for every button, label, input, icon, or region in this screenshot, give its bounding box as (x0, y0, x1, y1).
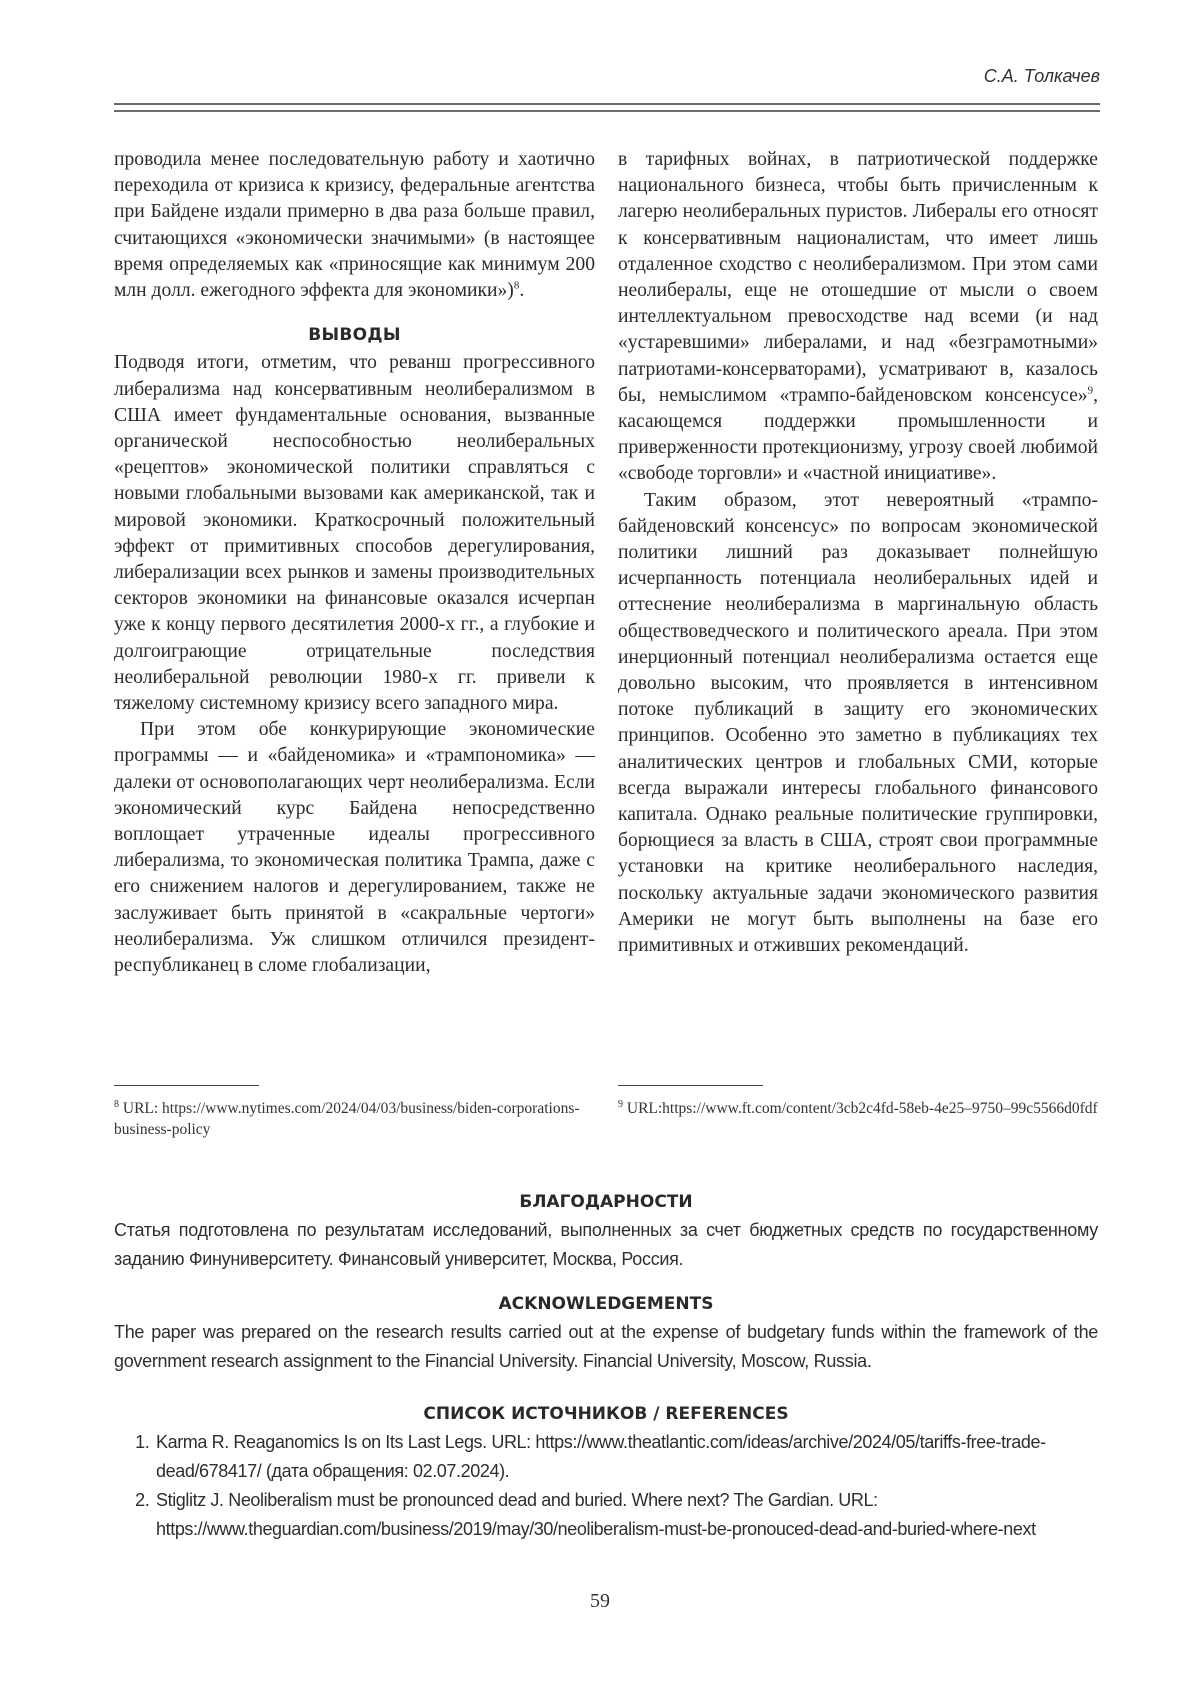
paragraph-text: проводила менее последовательную работу и хаотично переходила от кризиса к кризису, федеральные агентства при Байдене издали примерно в два раза больше правил, считающихся «экономически значимыми» (в настоящее время определяемых как «приносящие как минимум 200 млн долл. ежегодного эффекта для экономики») (114, 149, 595, 302)
running-head-author: С.А. Толкачев (983, 66, 1100, 86)
references-section (114, 1402, 1098, 1544)
footnote-9 (618, 1098, 1098, 1119)
footnote-url[interactable]: URL: https://www.nytimes.com/2024/04/03/business/biden-corporations-business-policy (114, 1100, 580, 1138)
right-column (618, 147, 1098, 959)
header-double-rule (114, 103, 1100, 112)
footnote-8 (114, 1098, 595, 1140)
acknowledgements-en-text: The paper was prepared on the research results carried out at the expense of budgetary funds within the framework of the government research assignment to the Financial University. Financial University, Moscow, Russia. (114, 1322, 1098, 1371)
acknowledgements-ru-heading: БЛАГОДАРНОСТИ (519, 1192, 693, 1212)
footnote-ref-8[interactable]: 8 (513, 279, 520, 292)
conclusions-paragraph-1: Подводя итоги, отметим, что реванш прогрессивного либерализма над консервативным неолиберализмом в США имеет фундаментальные основания, вызванные органической неспособностью неолиберальных «рецептов» экономической политики справляться с новыми глобальными вызовами как американской, так и мировой экономики. Краткосрочный положительный эффект от примитивных способов дерегулирования, либерализации всех рынков и замены производительных секторов экономики на финансовые оказался исчерпан уже к концу первого десятилетия 2000-х гг., а глубокие и долгоиграющие отрицательные последствия неолиберальной революции 1980-х гг. привели к тяжелому системному кризису всего западного мира. (114, 352, 595, 715)
acknowledgements-ru-section (114, 1190, 1098, 1274)
reference-item[interactable]: 1. Karma R. Reaganomics Is on Its Last Legs. URL: https://www.theatlantic.com/ideas/archive/2024/05/tariffs-free-trade-dead/678417/ (дата обращения: 02.07.2024). (154, 1428, 1098, 1486)
acknowledgements-ru-text: Статья подготовлена по результатам исследований, выполненных за счет бюджетных средств по государственному заданию Финуниверситету. Финансовый университет, Москва, Россия. (114, 1220, 1098, 1269)
left-column (114, 147, 595, 979)
section-title-conclusions: ВЫВОДЫ (308, 325, 401, 346)
page-number: 59 (590, 1590, 610, 1612)
references-list (114, 1428, 1098, 1544)
footnote-ref-9[interactable]: 9 (1087, 384, 1094, 397)
footnote-url[interactable]: URL:https://www.ft.com/content/3cb2c4fd-58eb-4e25–9750–99c5566d0fdf (626, 1100, 1098, 1117)
footnote-number: 8 (114, 1098, 119, 1110)
paragraph-text: в тарифных войнах, в патриотической поддержке национального бизнеса, чтобы быть причисленным к лагерю неолиберальных пуристов. Либералы его относят к консервативным националистам, что имеет лишь отдаленное сходство с неолиберализмом. При этом сами неолибералы, еще не отошедшие от мысли о своем интеллектуальном превосходстве над всеми (и над «устаревшими» либералами, и над «безграмотными» патриотами-консерваторами), усматривают в, казалось бы, немыслимом «трампо-байденовском консенсусе» (618, 149, 1098, 406)
paragraph-continued-left (114, 147, 595, 304)
footnote-number: 9 (618, 1098, 623, 1110)
paragraph-end: . (519, 280, 525, 302)
references-heading: СПИСОК ИСТОЧНИКОВ / REFERENCES (423, 1404, 789, 1424)
paragraph-text: , касающемся поддержки промышленности и приверженности протекционизму, угрозу своей любимой «свободе торговли» и «частной инициативе». (618, 384, 1098, 485)
footnote-separator-right (618, 1085, 763, 1086)
reference-item[interactable]: 2. Stiglitz J. Neoliberalism must be pronounced dead and buried. Where next? The Gardian. URL: https://www.theguardian.com/business/2019/may/30/neoliberalism-must-be-pronouced-dead-and-buried-where-next (154, 1486, 1098, 1544)
acknowledgements-en-heading: ACKNOWLEDGEMENTS (498, 1294, 714, 1314)
paragraph-continued-right (618, 147, 1098, 488)
conclusions-paragraph-3: Таким образом, этот невероятный «трампо-байденовский консенсус» по вопросам экономической политики лишний раз доказывает полнейшую исчерпанность потенциала неолиберальных идей и оттеснение неолиберализма в маргинальную область обществоведческого и политического ареала. При этом инерционный потенциал неолиберализма остается еще довольно высоким, что проявляется в интенсивном потоке публикаций в защиту его экономических принципов. Особенно это заметно в публикациях тех аналитических центров и глобальных СМИ, которые всегда выражали интересы глобального финансового капитала. Однако реальные политические группировки, борющиеся за власть в США, строят свои программные установки на критике неолиберального наследия, поскольку актуальные задачи экономического развития Америки не могут быть выполнены на базе его примитивных и отживших рекомендаций. (618, 489, 1098, 957)
footnote-separator-left (114, 1085, 259, 1086)
conclusions-paragraph-2: При этом обе конкурирующие экономические программы — и «байденомика» и «трампономика» — далеки от основополагающих черт неолиберализма. Если экономический курс Байдена непосредственно воплощает утраченные идеалы прогрессивного либерализма, то экономическая политика Трампа, даже с его снижением налогов и дерегулированием, также не заслуживает быть принятой в «сакральные чертоги» неолиберализма. Уж слишком отличился президент-республиканец в сломе глобализации, (114, 719, 595, 977)
acknowledgements-en-section (114, 1292, 1098, 1376)
